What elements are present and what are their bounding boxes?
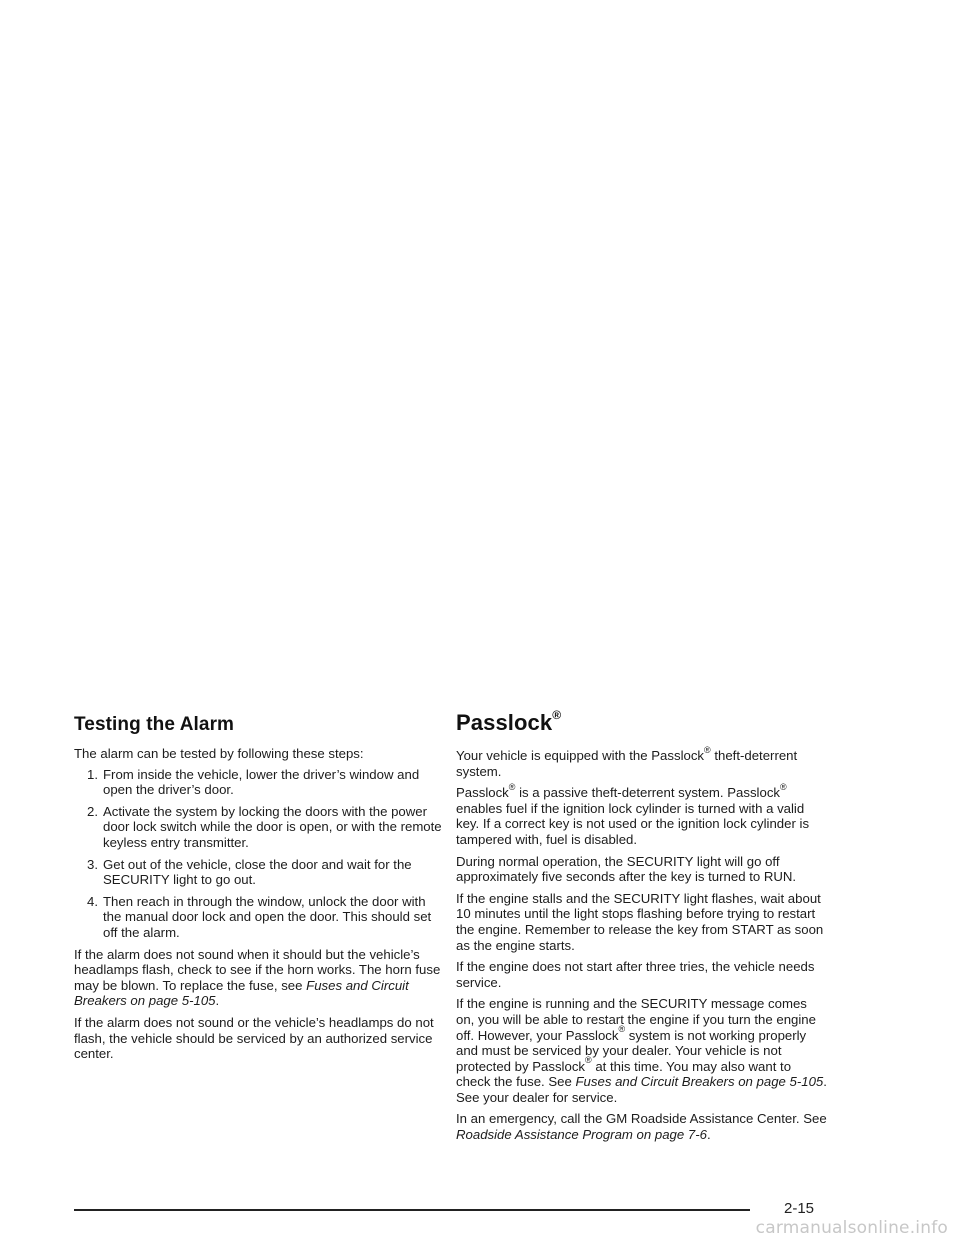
fuses-reference-link[interactable]: Fuses and Circuit Breakers on page 5-105 <box>575 1074 824 1090</box>
page-number: 2-15 <box>784 1200 815 1217</box>
registered-mark: ® <box>552 707 562 722</box>
step-number: 4. <box>87 893 98 909</box>
right-column <box>456 707 828 1149</box>
step-number: 1. <box>87 766 98 782</box>
intro-paragraph: The alarm can be tested by following these steps: <box>74 746 364 761</box>
roadside-assistance-link[interactable]: Roadside Assistance Program on page 7-6 <box>456 1127 707 1143</box>
passlock-paragraph-1: Your vehicle is equipped with the Passlock® theft-deterrent system. <box>456 744 798 779</box>
step-number: 2. <box>87 803 98 819</box>
footer-rule <box>74 1209 750 1211</box>
fuses-reference-link[interactable]: Fuses and Circuit Breakers on page 5-105 <box>74 977 409 1009</box>
passlock-paragraph-5: If the engine does not start after three tries, the vehicle needs service. <box>456 959 815 990</box>
section-heading-testing-alarm: Testing the Alarm <box>74 714 235 735</box>
horn-paragraph: If the alarm does not sound when it should but the vehicle’s headlamps flash, check to see if the horn works. The horn fuse may be blown. To replace the fuse, see Fuses and Circuit Breakers on page 5-105. <box>74 946 441 1009</box>
step-text: Then reach in through the window, unlock the door with the manual door lock and open the door. This should set off the alarm. <box>103 893 432 940</box>
passlock-paragraph-2: Passlock® is a passive theft-deterrent system. Passlock® enables fuel if the ignition lock cylinder is turned with a valid key. If a correct key is not used or the ignition lock cylinder is tampered with, fuel is disabled. <box>456 781 810 847</box>
steps-list <box>74 767 446 941</box>
passlock-paragraph-6: If the engine is running and the SECURITY message comes on, you will be able to restart the engine if you turn the engine off. However, your Passlock® system is not working properly and must be serviced by your dealer. Your vehicle is not protected by Passlock® at this time. You may also want to check the fuse. See Fuses and Circuit Breakers on page 5-105. See your dealer for service. <box>456 996 827 1105</box>
step-text: From inside the vehicle, lower the driver’s window and open the driver’s door. <box>103 766 420 798</box>
service-paragraph: If the alarm does not sound or the vehicle’s headlamps do not flash, the vehicle should be serviced by an authorized service center. <box>74 1014 434 1062</box>
section-heading-passlock: Passlock® <box>456 707 562 735</box>
step-text: Activate the system by locking the doors with the power door lock switch while the door is open, or with the remote keyless entry transmitter. <box>103 803 442 850</box>
step-number: 3. <box>87 856 98 872</box>
step-text: Get out of the vehicle, close the door and wait for the SECURITY light to go out. <box>103 856 412 888</box>
passlock-paragraph-7: In an emergency, call the GM Roadside Assistance Center. See Roadside Assistance Program on page 7-6. <box>456 1111 827 1143</box>
list-item <box>74 804 446 851</box>
list-item <box>74 767 446 798</box>
watermark: carmanualsonline.info <box>755 1218 948 1238</box>
passlock-paragraph-4: If the engine stalls and the SECURITY light flashes, wait about 10 minutes until the light stops flashing before trying to restart the engine. Remember to release the key from START as soon as the engine starts. <box>456 890 824 953</box>
left-column <box>74 714 446 1068</box>
list-item <box>74 894 446 941</box>
list-item <box>74 857 446 888</box>
passlock-paragraph-3: During normal operation, the SECURITY light will go off approximately five seconds after the key is turned to RUN. <box>456 853 797 885</box>
